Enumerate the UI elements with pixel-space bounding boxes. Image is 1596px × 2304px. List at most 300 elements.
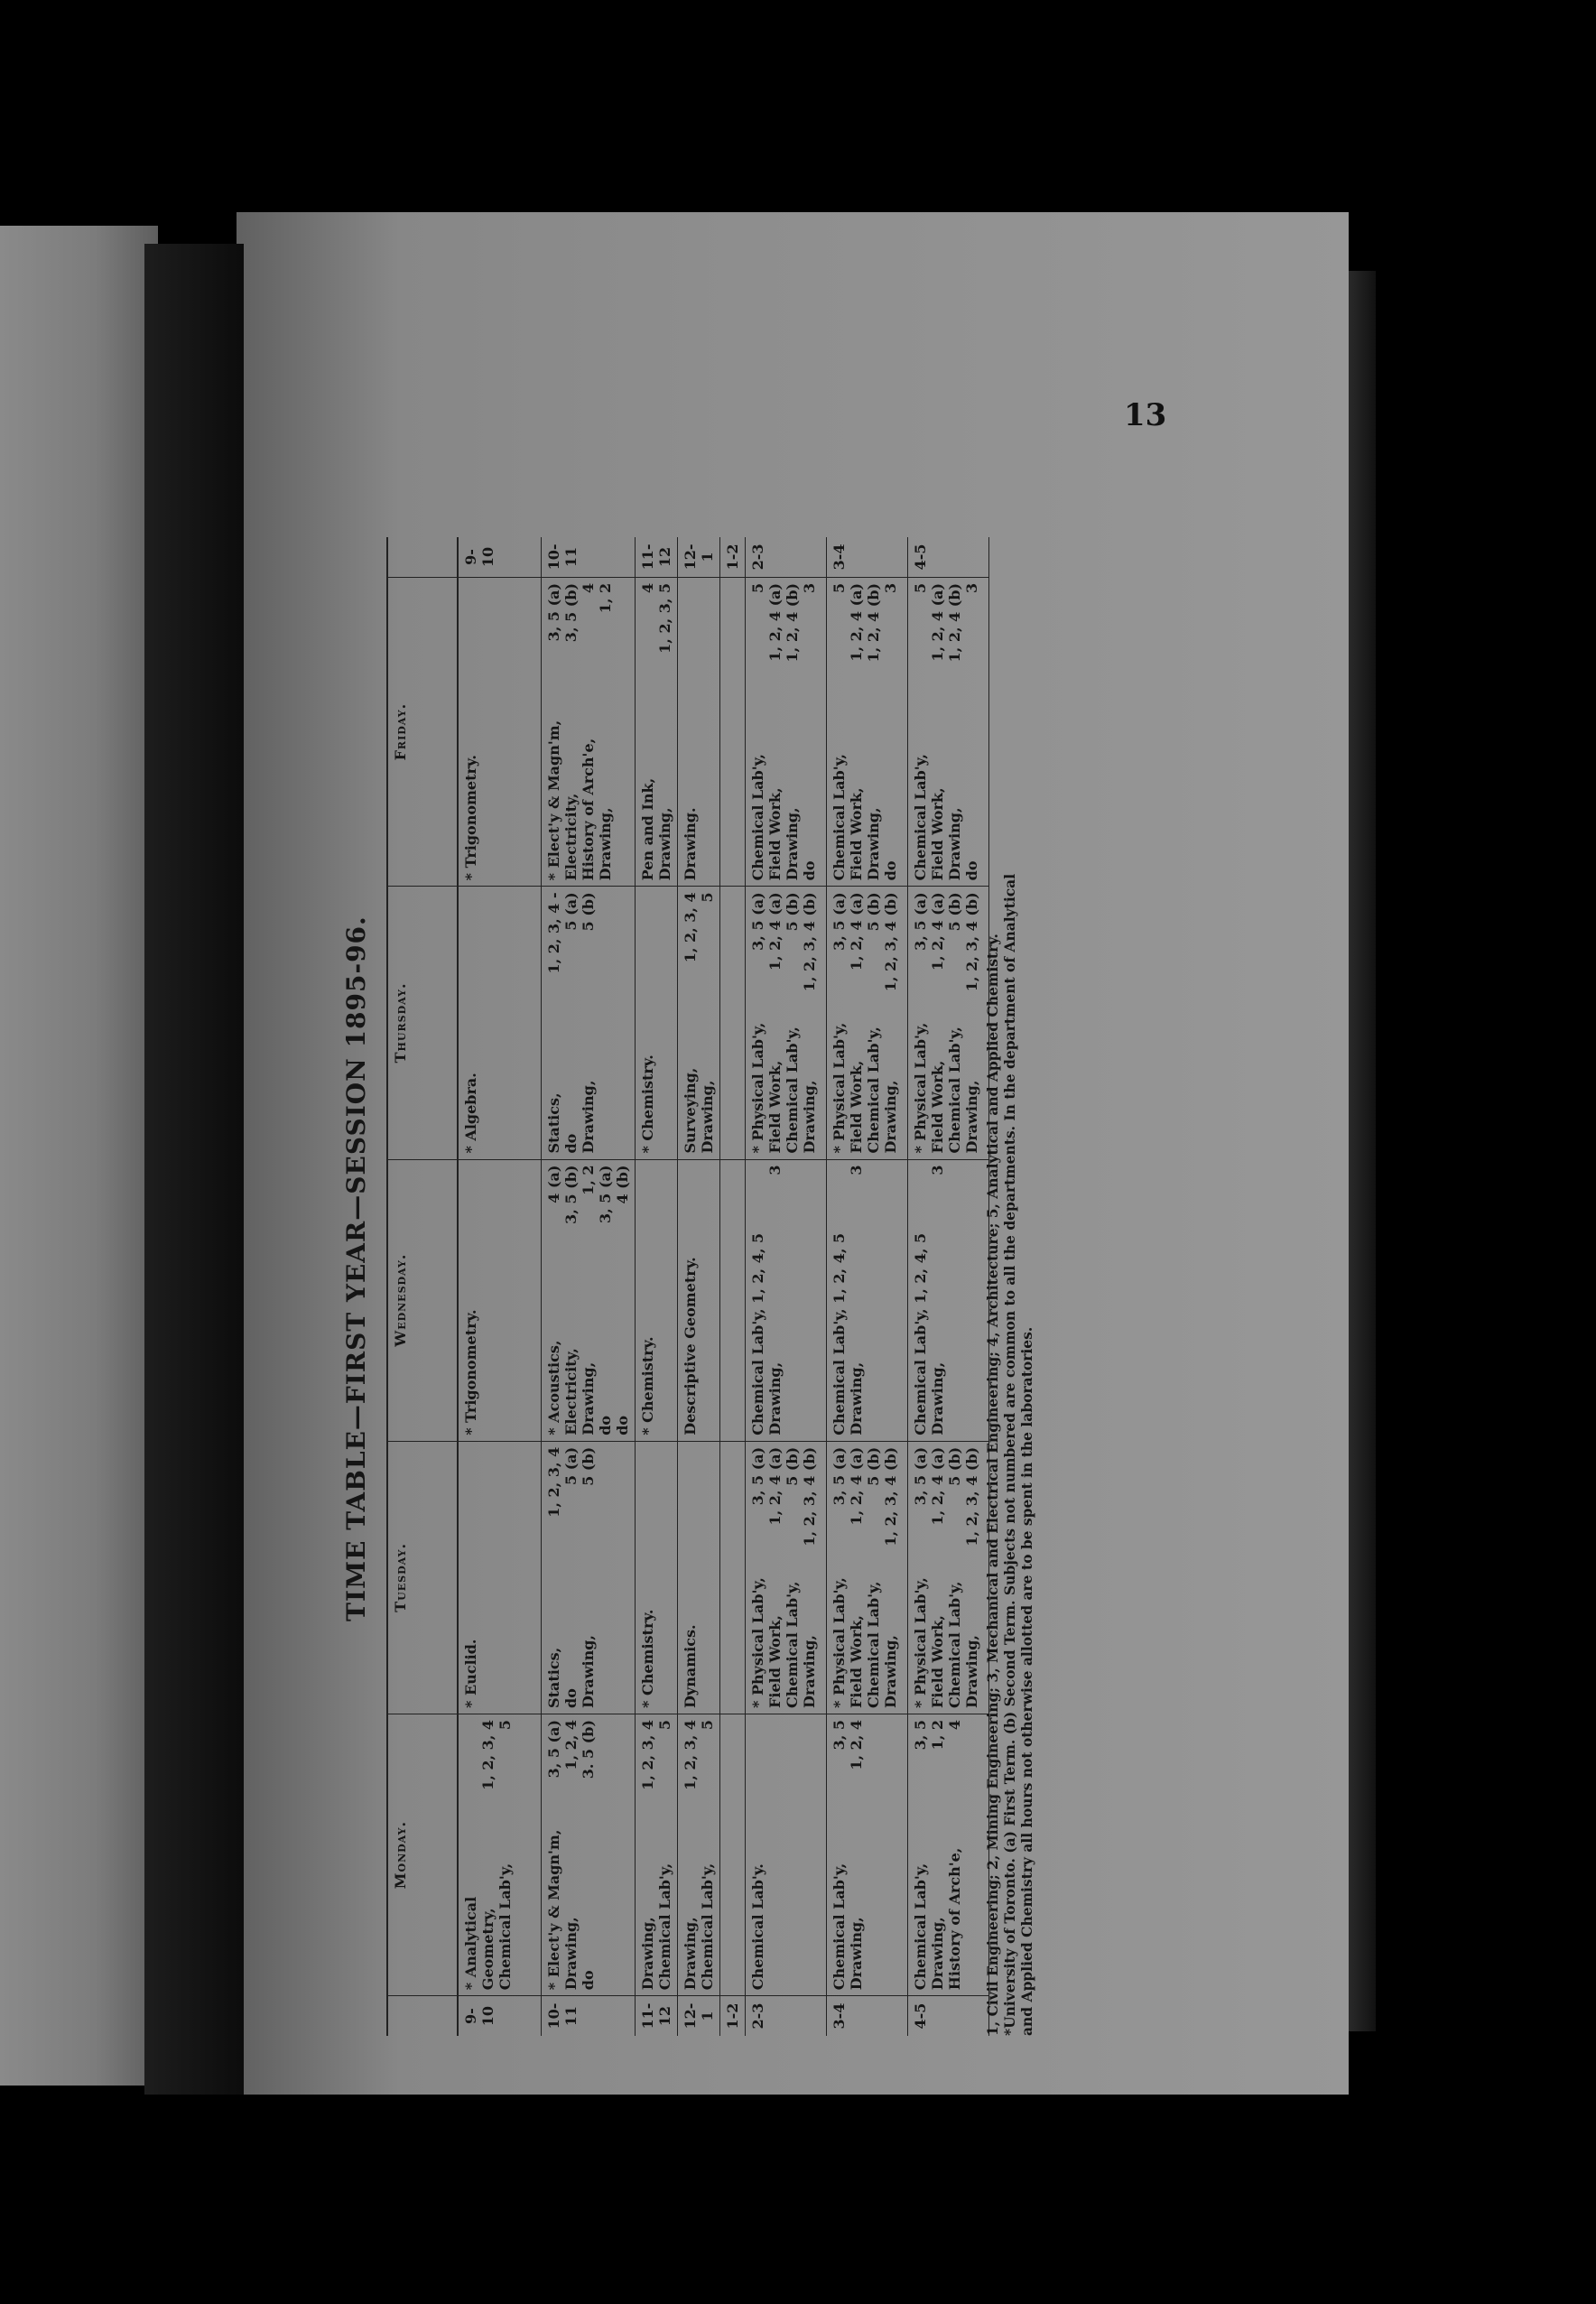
subject-text: do — [596, 1415, 614, 1435]
cell-entry — [462, 1166, 479, 1435]
subject-text: Chemical Lab'y, — [911, 753, 929, 881]
schedule-cell — [826, 887, 907, 1159]
cell-entry — [801, 1447, 818, 1708]
schedule-cell — [635, 577, 677, 886]
schedule-cell — [826, 1714, 907, 1995]
subject-text: Drawing, — [655, 807, 673, 881]
cell-entry — [865, 892, 882, 1153]
subject-text: Drawing. — [681, 807, 699, 881]
subject-text: History of Arch'e, — [945, 1847, 963, 1991]
department-numbers: 5 — [830, 582, 848, 594]
subject-text: Field Work, — [928, 1615, 946, 1708]
department-numbers: 1, 2, 4 (b) — [783, 582, 801, 663]
subject-text: * Acoustics, — [544, 1340, 562, 1435]
subject-text: Chemical Lab'y, — [945, 1581, 963, 1708]
subject-text: * Physical Lab'y, — [748, 1022, 766, 1154]
cell-entry — [682, 1447, 699, 1708]
department-numbers: 1, 2, 4 (a) — [847, 582, 865, 662]
department-numbers: 1, 2, 3, 4 (b) — [800, 892, 818, 992]
subject-text: Descriptive Geometry. — [681, 1257, 699, 1435]
cell-entry — [462, 583, 479, 880]
cell-entry — [682, 1166, 699, 1435]
department-numbers: 5 (a) — [561, 892, 580, 931]
department-numbers: 5 (b) — [579, 1446, 597, 1486]
subject-text: * Physical Lab'y, — [748, 1577, 766, 1708]
subject-text: Drawing, — [928, 1917, 946, 1991]
page-right-edge — [1349, 271, 1376, 2031]
cell-entry — [597, 583, 614, 880]
schedule-cell — [907, 577, 988, 886]
schedule-cell — [635, 887, 677, 1159]
subject-text: Drawing, — [579, 1635, 597, 1708]
time-slot: 4-5 — [911, 543, 929, 571]
subject-text: Pen and Ink, — [638, 777, 656, 881]
cell-entry — [912, 1720, 929, 1990]
schedule-cell — [907, 887, 988, 1159]
schedule-cell — [719, 1441, 745, 1714]
cell-entry — [929, 892, 946, 1153]
schedule-cell — [458, 577, 541, 886]
cell-entry — [639, 1447, 656, 1708]
department-numbers: 1, 2, 3, 4 (b) — [962, 892, 980, 992]
subject-text: * Algebra. — [462, 1073, 479, 1154]
subject-text: Chemical Lab'y, — [830, 1863, 848, 1991]
department-numbers: 3, 5 — [911, 1719, 929, 1751]
cell-entry — [749, 892, 766, 1153]
subject-text: Drawing, — [800, 1635, 818, 1708]
cell-entry — [865, 1447, 882, 1708]
department-numbers: 5 — [911, 582, 929, 594]
subject-text: Field Work, — [928, 1060, 946, 1154]
subject-text: do — [561, 1688, 580, 1708]
cell-entry — [462, 1447, 479, 1708]
cell-entry — [749, 1447, 766, 1708]
cell-entry — [830, 1720, 848, 1990]
time-slot: 1-2 — [723, 543, 741, 571]
cell-entry — [766, 1447, 784, 1708]
time-slot: 4-5 — [907, 1996, 988, 2036]
subject-text: Chemical Lab'y, — [496, 1863, 514, 1991]
schedule-cell — [458, 1714, 541, 1995]
cell-entry — [580, 1720, 597, 1990]
department-numbers: 3, 5 (a) — [748, 892, 766, 951]
department-numbers: 1, 2, 4 — [847, 1719, 865, 1770]
cell-entry — [830, 892, 848, 1153]
department-numbers: 3 — [928, 1165, 946, 1175]
cell-entry — [946, 892, 963, 1153]
cell-entry — [929, 583, 946, 880]
subject-text: Field Work, — [766, 1615, 784, 1708]
schedule-cell — [677, 1441, 719, 1714]
department-numbers: 1, 2, 4 (a) — [928, 1446, 946, 1526]
cell-entry — [639, 892, 656, 1153]
subject-text: do — [561, 1133, 580, 1154]
department-numbers: 3, 5 (a) — [544, 1719, 562, 1779]
department-numbers: 1, 2, 4 (b) — [945, 582, 963, 663]
subject-text: * Chemistry. — [638, 1054, 656, 1154]
timetable-row — [907, 537, 988, 2036]
schedule-cell — [458, 1159, 541, 1441]
subject-text: Surveying, — [681, 1067, 699, 1154]
day-header: Thursday. — [387, 887, 458, 1159]
schedule-cell — [826, 1441, 907, 1714]
department-numbers: 1, 2, 3, 4 (b) — [800, 1446, 818, 1547]
cell-entry — [882, 1447, 899, 1708]
cell-entry — [749, 1166, 766, 1435]
time-slot: 2-3 — [748, 543, 766, 571]
department-numbers: 3, 5 (b) — [561, 582, 580, 643]
schedule-cell — [635, 1159, 677, 1441]
timetable-row — [677, 537, 719, 2036]
subject-text: * Analytical — [462, 1896, 479, 1991]
cell-entry — [656, 583, 673, 880]
cell-entry — [912, 583, 929, 880]
subject-text: Geometry, — [479, 1908, 496, 1991]
timetable-title: TIME TABLE—FIRST YEAR—SESSION 1895-96. — [341, 915, 371, 1621]
department-numbers: 3 — [962, 582, 980, 594]
subject-text: do — [800, 860, 818, 881]
cell-entry — [682, 583, 699, 880]
subject-text: Chemical Lab'y, — [830, 753, 848, 881]
subject-text: * Elect'y & Magn'm, — [544, 720, 562, 881]
cell-entry — [929, 1720, 946, 1990]
timetable-row — [826, 537, 907, 2036]
subject-text: Drawing, — [800, 1080, 818, 1154]
subject-text: do — [881, 860, 899, 881]
department-numbers: 4 (a) — [544, 1165, 562, 1203]
subject-text: do — [613, 1415, 631, 1435]
cell-entry — [562, 1447, 580, 1708]
department-numbers: 1, 2, 4 (a) — [928, 892, 946, 971]
footnote-line: 1, Civil Engineering; 2, Mining Engineering; 3, Mechanical and Electrical Engineering; 4, Architecture; 5, Analytical and Applied Chemistry. — [984, 934, 1001, 2036]
cell-entry — [946, 1720, 963, 1990]
corner-cell — [387, 1996, 458, 2036]
department-numbers: 5 (b) — [864, 892, 882, 932]
department-numbers: 4 — [579, 582, 597, 594]
department-numbers: 1, 2 — [596, 582, 614, 614]
schedule-cell — [719, 1159, 745, 1441]
subject-text: Field Work, — [766, 787, 784, 881]
time-slot: 3-4 — [830, 543, 848, 571]
cell-entry — [699, 892, 716, 1153]
subject-text: Drawing, — [579, 1080, 597, 1154]
subject-text: * Physical Lab'y, — [830, 1022, 848, 1154]
timetable-row — [719, 537, 745, 2036]
schedule-cell — [541, 1714, 635, 1995]
subject-text: Dynamics. — [681, 1624, 699, 1708]
cell-entry — [848, 1166, 865, 1435]
department-numbers: 1, 2, 3, 4 — [681, 1719, 699, 1790]
cell-entry — [614, 1166, 631, 1435]
subject-text: Chemical Lab'y, — [783, 1027, 801, 1154]
subject-text: * Euclid. — [462, 1639, 479, 1708]
subject-text: Statics, — [544, 1092, 562, 1154]
cell-entry — [545, 892, 562, 1153]
department-numbers: 1, 2, 3, 4 — [479, 1719, 496, 1790]
schedule-cell — [635, 1441, 677, 1714]
department-numbers: 1, 2, 4 (b) — [864, 582, 882, 663]
subject-text: Field Work, — [847, 1615, 865, 1708]
cell-entry — [545, 1720, 562, 1990]
department-numbers: 3, 5 (a) — [830, 1446, 848, 1506]
department-numbers: 1, 2, 4 (a) — [847, 892, 865, 971]
subject-text: Chemical Lab'y, — [783, 1581, 801, 1708]
department-numbers: 5 — [698, 1719, 716, 1731]
cell-entry — [784, 583, 801, 880]
subject-text: Chemical Lab'y, — [945, 1027, 963, 1154]
cell-entry — [848, 1447, 865, 1708]
cell-entry — [545, 1166, 562, 1435]
department-numbers: 3 — [800, 582, 818, 594]
cell-entry — [656, 1720, 673, 1990]
department-numbers: 3, 5 (a) — [544, 582, 562, 642]
schedule-cell — [541, 1441, 635, 1714]
schedule-cell — [719, 1714, 745, 1995]
cell-entry — [912, 892, 929, 1153]
cell-entry — [580, 1447, 597, 1708]
cell-entry — [562, 1166, 580, 1435]
schedule-cell — [907, 1159, 988, 1441]
day-header: Wednesday. — [387, 1159, 458, 1441]
subject-text: History of Arch'e, — [579, 738, 597, 881]
schedule-cell — [719, 577, 745, 886]
page-number: 13 — [1124, 397, 1167, 433]
subject-text: Chemical Lab'y, — [864, 1027, 882, 1154]
department-numbers: 5 — [496, 1719, 514, 1731]
timetable-row — [745, 537, 826, 2036]
time-slot: 12-1 — [681, 543, 716, 571]
subject-text: Chemical Lab'y, — [864, 1581, 882, 1708]
department-numbers: 3, 5 (a) — [748, 1446, 766, 1506]
cell-entry — [545, 1447, 562, 1708]
schedule-cell — [677, 887, 719, 1159]
subject-text: Drawing, — [864, 807, 882, 881]
department-numbers: 5 (b) — [945, 1446, 963, 1486]
schedule-cell — [677, 577, 719, 886]
footnote-line: *University of Toronto. (a) First Term. (b) Second Term. Subjects not numbered are common to all the departments. In the department of Analytical — [1001, 873, 1018, 2036]
department-numbers: 1, 2, 4 (a) — [766, 582, 784, 662]
cell-entry — [682, 1720, 699, 1990]
schedule-cell — [907, 1714, 988, 1995]
book-spine-shadow — [144, 244, 244, 2095]
subject-text: Drawing, — [561, 1917, 580, 1991]
subject-text: Chemical Lab'y, 1, 2, 4, 5 — [830, 1232, 848, 1435]
subject-text: Field Work, — [847, 1060, 865, 1154]
schedule-cell — [826, 1159, 907, 1441]
subject-text: * Physical Lab'y, — [911, 1022, 929, 1154]
department-numbers: 1, 2 — [579, 1165, 597, 1195]
schedule-cell — [745, 1714, 826, 1995]
subject-text: Statics, — [544, 1647, 562, 1708]
subject-text: * Chemistry. — [638, 1336, 656, 1435]
rotated-timetable — [334, 465, 1038, 2072]
cell-entry — [882, 583, 899, 880]
department-numbers: 3 — [766, 1165, 784, 1175]
day-header: Tuesday. — [387, 1441, 458, 1714]
cell-entry — [784, 892, 801, 1153]
subject-text: Chemical Lab'y. — [748, 1863, 766, 1991]
subject-text: Chemical Lab'y, — [698, 1863, 716, 1991]
cell-entry — [963, 1447, 980, 1708]
department-numbers: 1, 2 — [928, 1719, 946, 1751]
subject-text: Drawing, — [962, 1635, 980, 1708]
cell-entry — [882, 892, 899, 1153]
cell-entry — [848, 1720, 865, 1990]
department-numbers: 1, 2, 3, 4 (b) — [881, 1446, 899, 1547]
subject-text: Chemical Lab'y, 1, 2, 4, 5 — [748, 1232, 766, 1435]
subject-text: Drawing, — [681, 1917, 699, 1991]
cell-entry — [963, 892, 980, 1153]
cell-entry — [749, 1720, 766, 1990]
subject-text: Drawing, — [766, 1361, 784, 1435]
department-numbers: 3, 5 — [830, 1719, 848, 1751]
cell-entry — [580, 1166, 597, 1435]
cell-entry — [545, 583, 562, 880]
cell-entry — [912, 1166, 929, 1435]
subject-text: Drawing, — [945, 807, 963, 881]
subject-text: Drawing, — [847, 1917, 865, 1991]
timetable-row — [635, 537, 677, 2036]
subject-text: * Trigonometry. — [462, 755, 479, 881]
subject-text: Drawing, — [783, 807, 801, 881]
subject-text: Drawing, — [881, 1080, 899, 1154]
department-numbers: 3 — [881, 582, 899, 594]
department-numbers: 5 (b) — [783, 892, 801, 932]
subject-text: do — [579, 1970, 597, 1991]
subject-text: Chemical Lab'y, — [748, 753, 766, 881]
time-slot: 10-11 — [544, 543, 580, 571]
cell-entry — [462, 1720, 479, 1990]
schedule-cell — [458, 1441, 541, 1714]
department-numbers: 3. 5 (b) — [579, 1719, 597, 1779]
department-numbers: 5 (b) — [864, 1446, 882, 1486]
cell-entry — [699, 1720, 716, 1990]
cell-entry — [848, 583, 865, 880]
cell-entry — [749, 583, 766, 880]
cell-entry — [639, 1166, 656, 1435]
subject-text: Drawing, — [579, 1361, 597, 1435]
department-numbers: 5 (b) — [945, 892, 963, 932]
subject-text: * Trigonometry. — [462, 1309, 479, 1435]
subject-text: Electricity, — [561, 793, 580, 881]
department-numbers: 3, 5 (a) — [911, 1446, 929, 1506]
day-header: Friday. — [387, 577, 458, 886]
time-slot: 9-10 — [458, 1996, 541, 2036]
time-slot: 11-12 — [635, 1996, 677, 2036]
department-numbers: 5 (b) — [783, 1446, 801, 1486]
time-slot: 2-3 — [745, 1996, 826, 2036]
cell-entry — [462, 892, 479, 1153]
cell-entry — [929, 1447, 946, 1708]
department-numbers: 1, 2, 4 (a) — [847, 1446, 865, 1526]
department-numbers: 5 (a) — [561, 1446, 580, 1485]
subject-text: Drawing, — [928, 1361, 946, 1435]
department-numbers: 1, 2, 3, 5 — [655, 582, 673, 654]
schedule-cell — [719, 887, 745, 1159]
department-numbers: 4 (b) — [613, 1165, 631, 1204]
time-slot: 3-4 — [826, 1996, 907, 2036]
cell-entry — [912, 1447, 929, 1708]
department-numbers: 1, 2, 3, 4 — [544, 1446, 562, 1518]
time-slot: 9-10 — [462, 546, 496, 568]
schedule-cell — [541, 1159, 635, 1441]
subject-text: Drawing, — [638, 1917, 656, 1991]
cell-entry — [597, 1166, 614, 1435]
schedule-cell — [826, 577, 907, 886]
subject-text: Chemical Lab'y, — [911, 1863, 929, 1991]
cell-entry — [946, 583, 963, 880]
cell-entry — [639, 1720, 656, 1990]
department-numbers: 3 — [847, 1165, 865, 1175]
cell-entry — [496, 1720, 514, 1990]
cell-entry — [801, 583, 818, 880]
department-numbers: 3, 5 (b) — [561, 1165, 580, 1224]
time-slot: 12-1 — [677, 1996, 719, 2036]
time-slot: 1-2 — [719, 1996, 745, 2036]
department-numbers: 5 — [698, 892, 716, 903]
cell-entry — [848, 892, 865, 1153]
department-numbers: 1, 2, 4 (a) — [928, 582, 946, 662]
department-numbers: 3, 5 (a) — [596, 1165, 614, 1223]
subject-text: * Physical Lab'y, — [830, 1577, 848, 1708]
schedule-cell — [745, 1159, 826, 1441]
department-numbers: 4 — [638, 582, 656, 594]
schedule-cell — [907, 1441, 988, 1714]
schedule-cell — [541, 887, 635, 1159]
cell-entry — [830, 1447, 848, 1708]
left-page-edge — [0, 226, 158, 2086]
cell-entry — [479, 1720, 496, 1990]
department-numbers: 1, 2, 4 — [561, 1719, 580, 1770]
subject-text: Field Work, — [766, 1060, 784, 1154]
time-slot: 11-12 — [638, 543, 673, 571]
cell-entry — [562, 892, 580, 1153]
subject-text: Drawing, — [962, 1080, 980, 1154]
department-numbers: 5 — [655, 1719, 673, 1731]
department-numbers: 1, 2, 3, 4 — [681, 892, 699, 963]
timetable-row — [541, 537, 635, 2036]
subject-text: Drawing, — [596, 807, 614, 881]
cell-entry — [865, 583, 882, 880]
subject-text: * Elect'y & Magn'm, — [544, 1829, 562, 1991]
subject-text: Drawing, — [698, 1080, 716, 1154]
subject-text: Drawing, — [847, 1361, 865, 1435]
cell-entry — [830, 583, 848, 880]
subject-text: Electricity, — [561, 1348, 580, 1435]
time-slot: 10-11 — [541, 1996, 635, 2036]
subject-text: * Physical Lab'y, — [911, 1577, 929, 1708]
schedule-cell — [677, 1159, 719, 1441]
department-numbers: 5 — [748, 582, 766, 594]
schedule-cell — [541, 577, 635, 886]
subject-text: Drawing, — [881, 1635, 899, 1708]
subject-text: * Chemistry. — [638, 1609, 656, 1708]
cell-entry — [580, 892, 597, 1153]
cell-entry — [580, 583, 597, 880]
subject-text: Chemical Lab'y, 1, 2, 4, 5 — [911, 1232, 929, 1435]
subject-text: Chemical Lab'y, — [655, 1863, 673, 1991]
department-numbers: 3, 5 (a) — [911, 892, 929, 951]
subject-text: Field Work, — [847, 787, 865, 881]
cell-entry — [562, 583, 580, 880]
timetable-body — [458, 537, 988, 2036]
department-numbers: 1, 2, 3, 4 (b) — [962, 1446, 980, 1547]
cell-entry — [963, 583, 980, 880]
cell-entry — [801, 892, 818, 1153]
cell-entry — [784, 1447, 801, 1708]
schedule-cell — [458, 887, 541, 1159]
subject-text: Field Work, — [928, 787, 946, 881]
